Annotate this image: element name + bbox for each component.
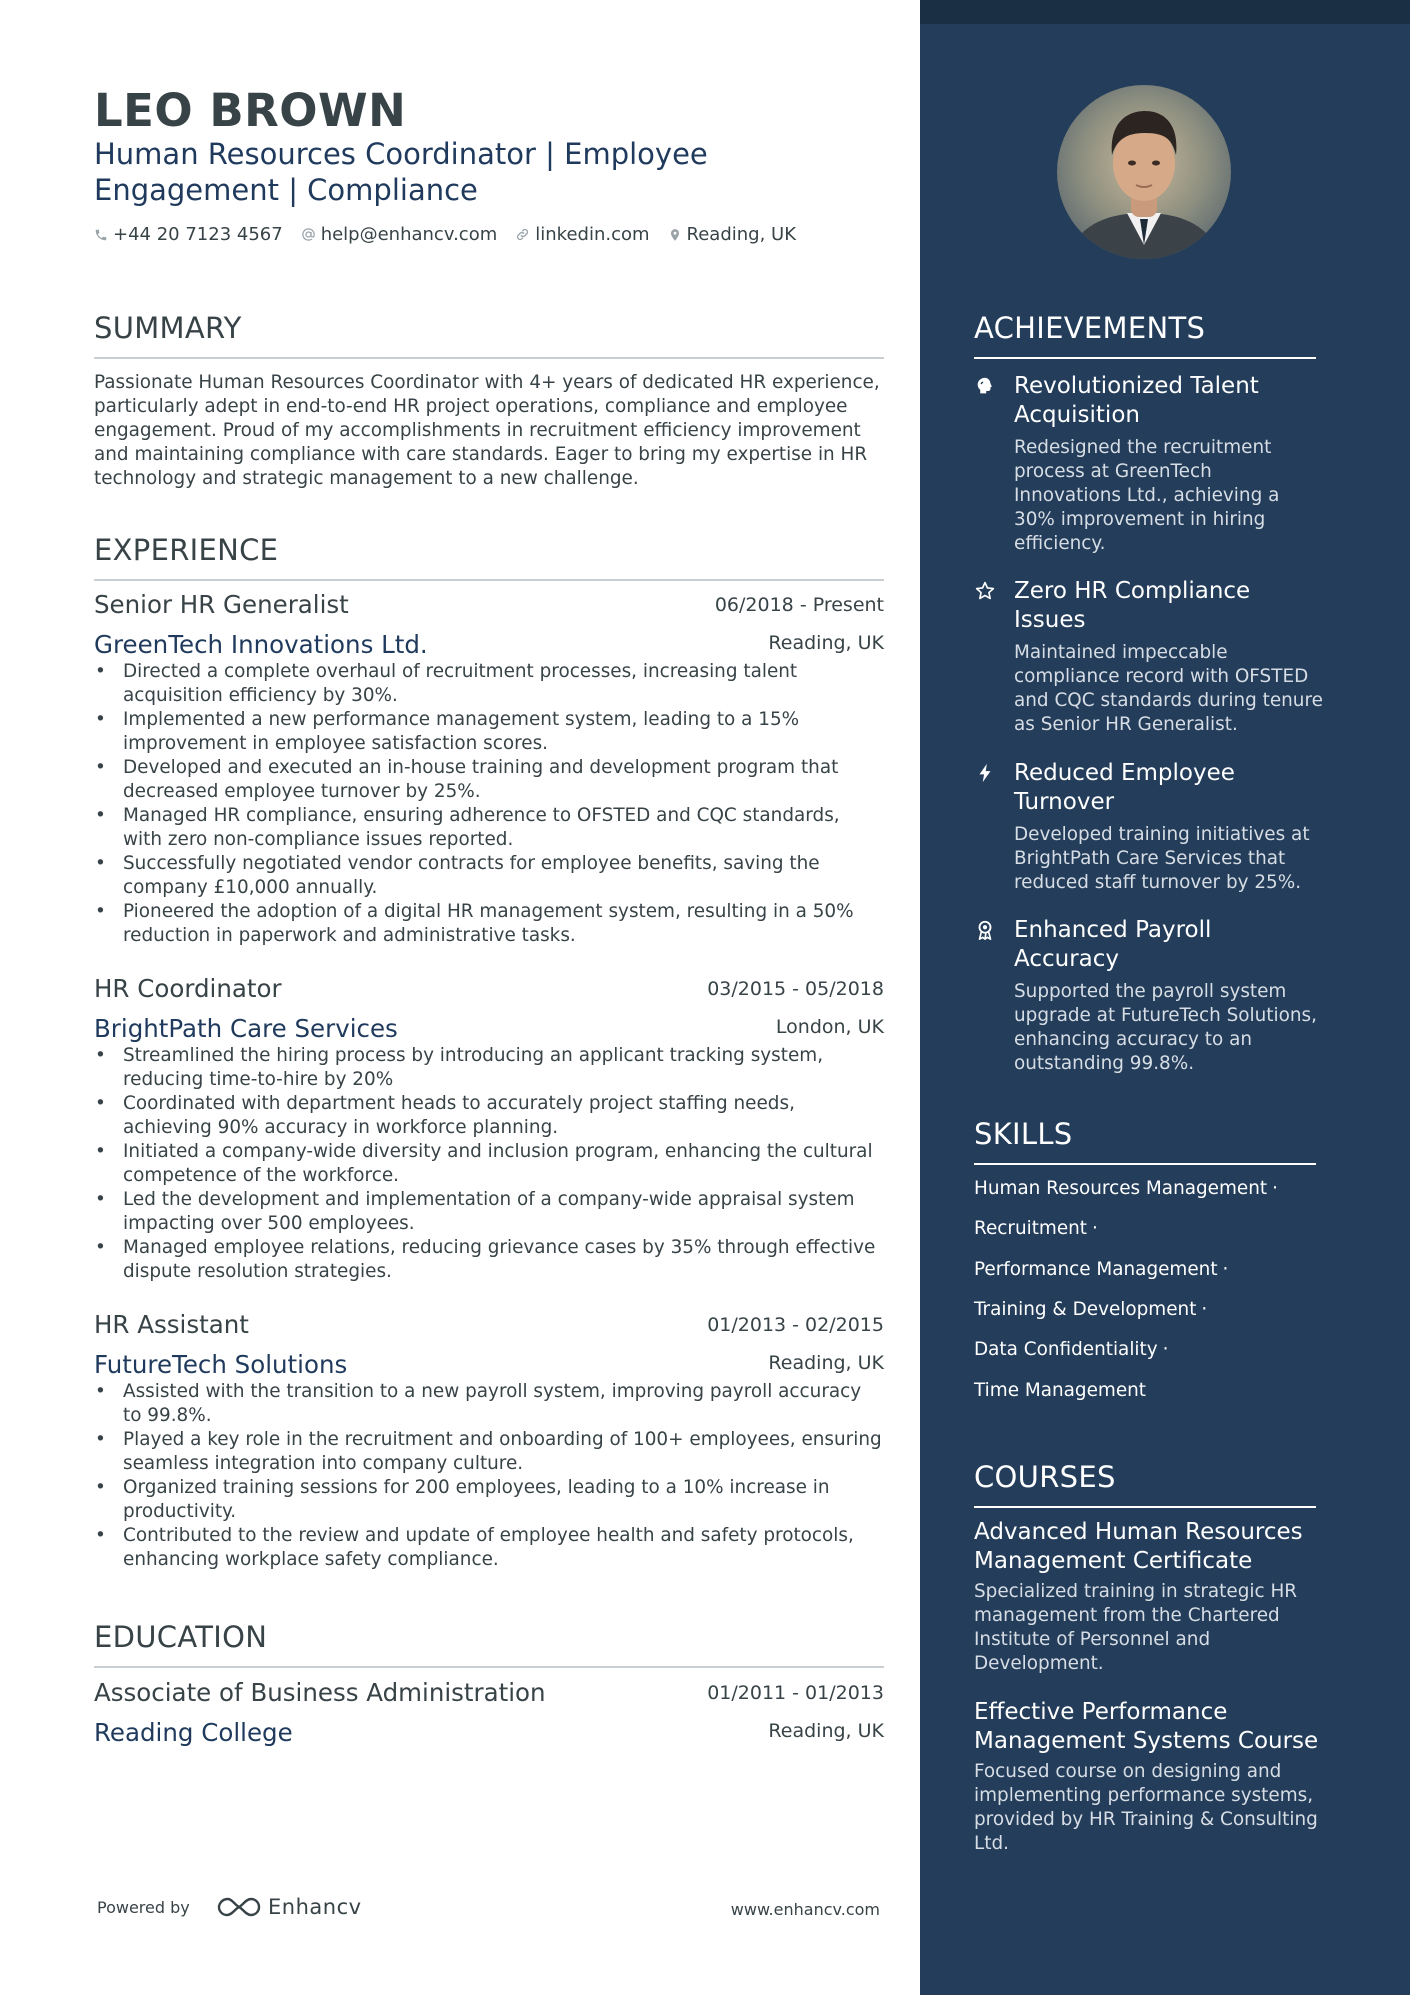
bullet-item: • Contributed to the review and update of employee health and safety protocols, enhancing workplace safety compliance.	[94, 1524, 884, 1572]
skill-separator: ·	[1092, 1218, 1098, 1239]
brain-icon	[974, 375, 996, 397]
job-entry	[94, 1310, 884, 1572]
contact-email[interactable]	[301, 224, 498, 245]
bullet-item: • Successfully negotiated vendor contracts for employee benefits, saving the company £10,000 annually.	[94, 852, 884, 900]
bullet-item: • Managed employee relations, reducing grievance cases by 35% through effective dispute resolution strategies.	[94, 1236, 884, 1284]
school-location: Reading, UK	[768, 1720, 884, 1742]
course-item	[974, 1698, 1319, 1856]
school-name: Reading College	[94, 1718, 293, 1747]
linkedin-text: linkedin.com	[535, 224, 650, 245]
education-dates: 01/2011 - 01/2013	[707, 1682, 884, 1704]
bullet-item: • Played a key role in the recruitment and onboarding of 100+ employees, ensuring seamless integration into company culture.	[94, 1428, 884, 1476]
skill-item	[974, 1339, 1169, 1360]
skill-separator: ·	[1272, 1178, 1278, 1199]
enhancv-logo-text: Enhancv	[268, 1895, 362, 1919]
achievement-title: Zero HR Compliance Issues	[1014, 578, 1251, 633]
achievement-title: Enhanced Payroll Accuracy	[1014, 917, 1212, 972]
education-divider	[94, 1666, 884, 1668]
job-location: London, UK	[775, 1016, 884, 1038]
course-description: Focused course on designing and implementing performance systems, provided by HR Training & Consulting Ltd.	[974, 1761, 1318, 1854]
skill-separator: ·	[1201, 1299, 1208, 1320]
bullet-item: • Managed HR compliance, ensuring adherence to OFSTED and CQC standards, with zero non-compliance issues reported.	[94, 804, 884, 852]
achievement-description: Maintained impeccable compliance record with OFSTED and CQC standards during tenure as Senior HR Generalist.	[1014, 642, 1323, 735]
contact-phone[interactable]	[94, 224, 283, 245]
bullet-item: • Implemented a new performance management system, leading to a 15% improvement in employee satisfaction scores.	[94, 708, 884, 756]
achievements-divider	[974, 357, 1316, 359]
skill-separator: ·	[1162, 1339, 1169, 1360]
job-dates: 06/2018 - Present	[714, 594, 884, 616]
skill-separator: ·	[1222, 1259, 1229, 1280]
bullet-item: • Initiated a company-wide diversity and inclusion program, enhancing the cultural competence of the workforce.	[94, 1140, 884, 1188]
achievement-description: Developed training initiatives at BrightPath Care Services that reduced staff turnover by 25%.	[1014, 824, 1310, 893]
achievement-item	[974, 577, 1324, 737]
course-description: Specialized training in strategic HR management from the Chartered Institute of Personnel and Development.	[974, 1581, 1298, 1674]
job-bullets	[94, 1380, 884, 1572]
footer	[94, 1895, 884, 1925]
experience-divider	[94, 579, 884, 581]
education-entry	[94, 1678, 884, 1748]
star-icon	[974, 580, 996, 602]
contact-location	[668, 224, 797, 245]
job-entry	[94, 974, 884, 1284]
achievement-title: Revolutionized Talent Acquisition	[1014, 373, 1259, 428]
achievement-description: Redesigned the recruitment process at GreenTech Innovations Ltd., achieving a 30% improvement in hiring efficiency.	[1014, 437, 1280, 554]
skill-label: Recruitment	[974, 1218, 1088, 1239]
job-entry	[94, 590, 884, 948]
sidebar-top-bar	[920, 0, 1410, 24]
job-location: Reading, UK	[768, 632, 884, 654]
education-heading: EDUCATION	[94, 1620, 268, 1654]
course-title: Effective Performance Management Systems Course	[974, 1699, 1319, 1754]
sidebar	[920, 0, 1410, 1995]
bullet-item: • Developed and executed an in-house training and development program that decreased employee turnover by 25%.	[94, 756, 884, 804]
course-title: Advanced Human Resources Management Certificate	[974, 1519, 1303, 1574]
course-item	[974, 1518, 1319, 1676]
location-text: Reading, UK	[686, 224, 797, 245]
bullet-item: • Assisted with the transition to a new payroll system, improving payroll accuracy to 99.8%.	[94, 1380, 884, 1428]
job-title: Senior HR Generalist	[94, 590, 349, 619]
at-icon	[301, 227, 316, 242]
courses-heading: COURSES	[974, 1460, 1116, 1494]
bullet-item: • Led the development and implementation of a company-wide appraisal system impacting over 500 employees.	[94, 1188, 884, 1236]
contact-bar	[94, 224, 796, 245]
skill-item	[974, 1380, 1146, 1401]
avatar	[1057, 85, 1231, 259]
achievement-description: Supported the payroll system upgrade at FutureTech Solutions, enhancing accuracy to an outstanding 99.8%.	[1014, 981, 1317, 1074]
summary-heading: SUMMARY	[94, 311, 242, 345]
enhancv-logo[interactable]	[216, 1895, 362, 1919]
skill-label: Human Resources Management	[974, 1178, 1268, 1199]
job-dates: 01/2013 - 02/2015	[707, 1314, 884, 1336]
skills-heading: SKILLS	[974, 1117, 1073, 1151]
courses-divider	[974, 1506, 1316, 1508]
job-company: FutureTech Solutions	[94, 1350, 348, 1379]
job-dates: 03/2015 - 05/2018	[707, 978, 884, 1000]
bullet-item: • Organized training sessions for 200 employees, leading to a 10% increase in productivity.	[94, 1476, 884, 1524]
skill-label: Time Management	[974, 1380, 1146, 1401]
location-icon	[668, 227, 682, 243]
contact-linkedin[interactable]	[515, 224, 649, 245]
website-link[interactable]: www.enhancv.com	[730, 1900, 880, 1919]
achievements-heading: ACHIEVEMENTS	[974, 311, 1206, 345]
degree-title: Associate of Business Administration	[94, 1678, 546, 1707]
lightning-icon	[974, 762, 996, 784]
skill-item	[974, 1178, 1278, 1199]
bullet-item: • Pioneered the adoption of a digital HR management system, resulting in a 50% reduction in paperwork and administrative tasks.	[94, 900, 884, 948]
job-title: HR Assistant	[94, 1310, 249, 1339]
award-icon	[974, 919, 996, 941]
job-title: HR Coordinator	[94, 974, 282, 1003]
phone-text: +44 20 7123 4567	[113, 224, 283, 245]
skill-label: Performance Management	[974, 1259, 1218, 1280]
skill-item	[974, 1218, 1098, 1239]
phone-icon	[94, 228, 108, 242]
email-text: help@enhancv.com	[320, 224, 498, 245]
bullet-item: • Directed a complete overhaul of recruitment processes, increasing talent acquisition efficiency by 30%.	[94, 660, 884, 708]
summary-divider	[94, 357, 884, 359]
achievement-item	[974, 372, 1324, 552]
bullet-item: • Streamlined the hiring process by introducing an applicant tracking system, reducing time-to-hire by 20%	[94, 1044, 884, 1092]
summary-text: Passionate Human Resources Coordinator with 4+ years of dedicated HR experience, particularly adept in end-to-end HR project operations, compliance and employee engagement. Proud of my accomplishments in recruitment efficiency improvement and maintaining compliance with care standards. Eager to bring my expertise in HR technology and strategic management to a new challenge.	[94, 372, 880, 489]
experience-heading: EXPERIENCE	[94, 533, 279, 567]
achievement-title: Reduced Employee Turnover	[1014, 760, 1235, 815]
link-icon	[515, 227, 530, 242]
achievement-item	[974, 916, 1324, 1076]
job-company: BrightPath Care Services	[94, 1014, 398, 1043]
skill-label: Data Confidentiality	[974, 1339, 1158, 1360]
enhancv-logo-icon	[216, 1895, 262, 1919]
skill-item	[974, 1259, 1228, 1280]
headline: Human Resources Coordinator | Employee Engagement | Compliance	[94, 137, 708, 207]
skill-item	[974, 1299, 1207, 1320]
skill-label: Training & Development	[974, 1299, 1197, 1320]
job-location: Reading, UK	[768, 1352, 884, 1374]
powered-by-text: Powered by	[97, 1898, 190, 1917]
job-bullets	[94, 660, 884, 948]
achievement-item	[974, 759, 1324, 899]
skills-divider	[974, 1163, 1316, 1165]
job-bullets	[94, 1044, 884, 1284]
candidate-name: LEO BROWN	[94, 84, 407, 137]
job-company: GreenTech Innovations Ltd.	[94, 630, 428, 659]
bullet-item: • Coordinated with department heads to accurately project staffing needs, achieving 90% accuracy in workforce planning.	[94, 1092, 884, 1140]
